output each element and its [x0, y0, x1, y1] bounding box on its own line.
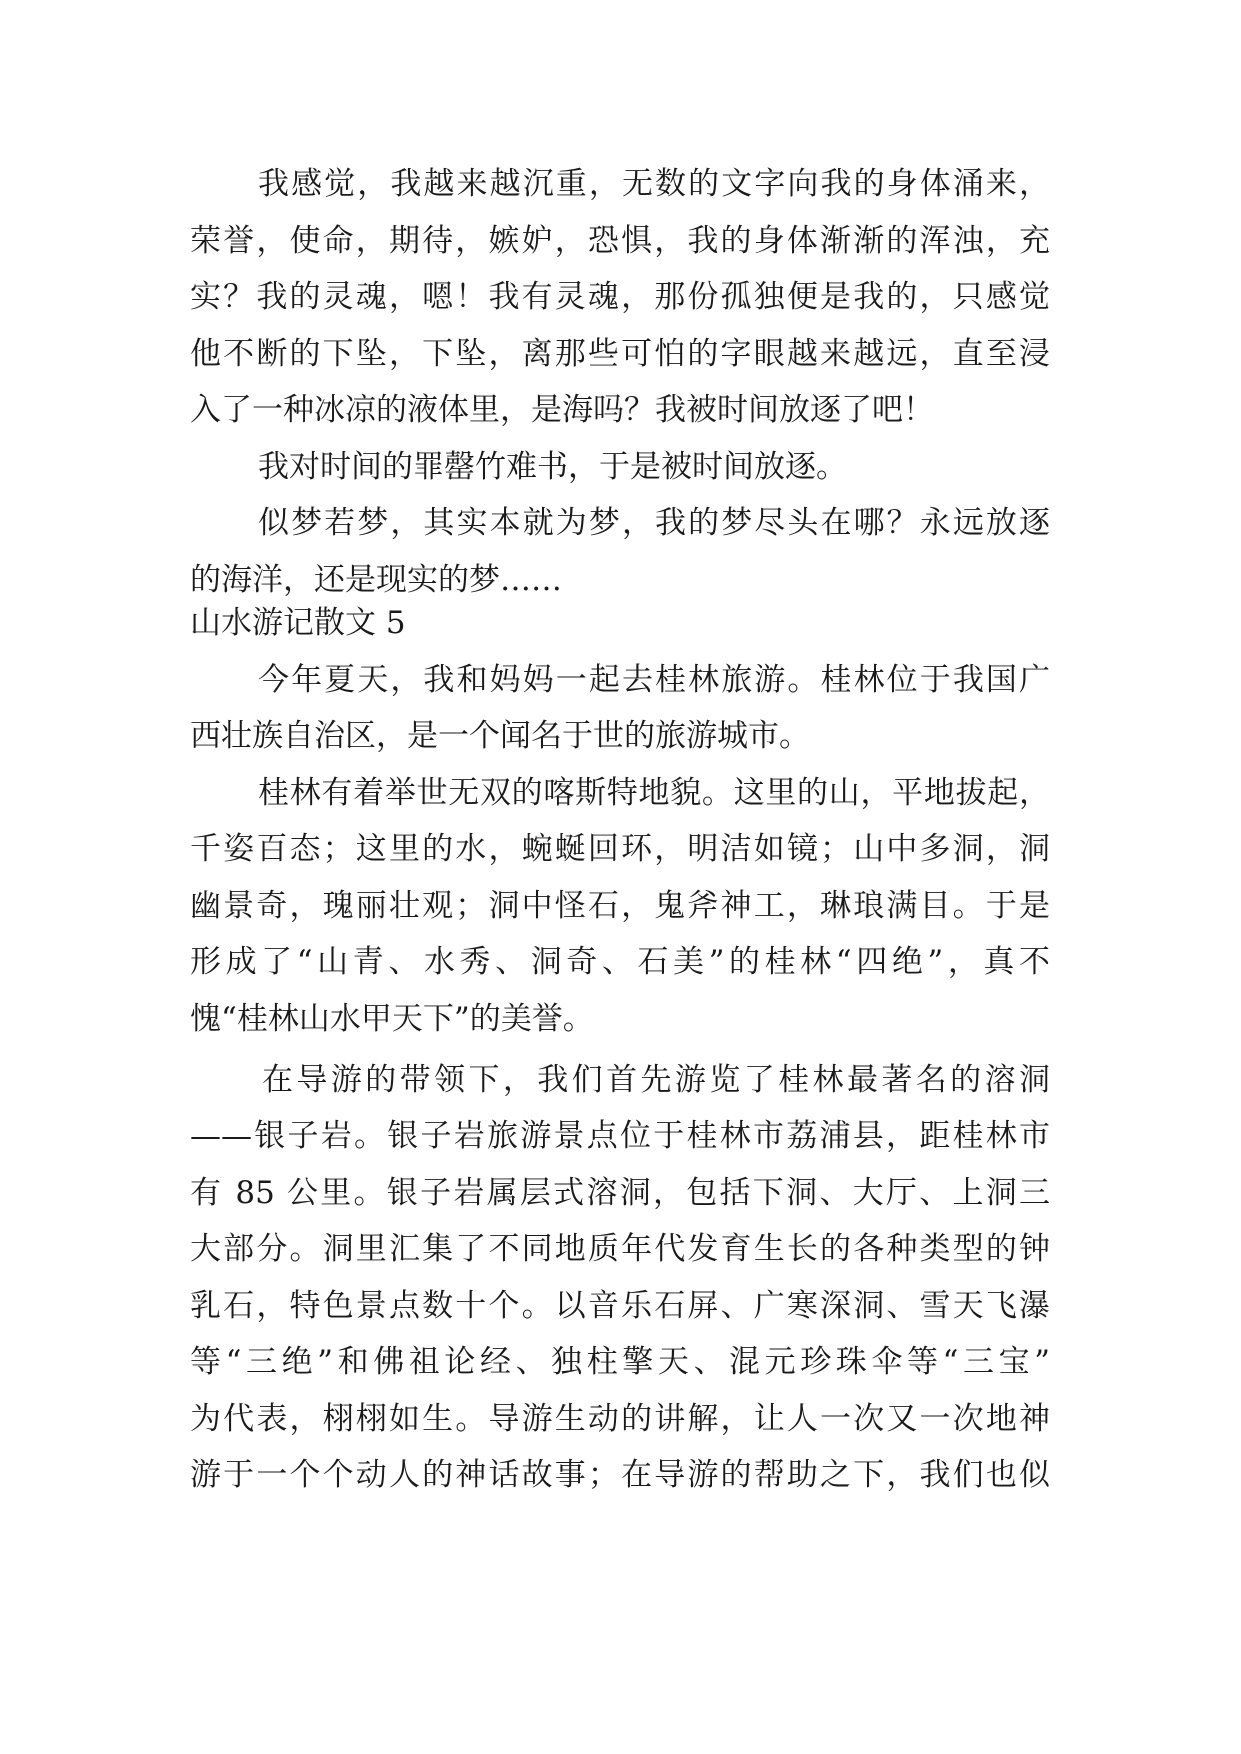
paragraph-5-line-5: 愧“桂林山水甲天下”的美誉。 [190, 1001, 594, 1037]
paragraph-6-line-5: 乳石，特色景点数十个。以音乐石屏、广寒深洞、雪天飞瀑 [190, 1288, 1050, 1324]
paragraph-1-line-2: 荣誉，使命，期待，嫉妒，恐惧，我的身体渐渐的浑浊，充 [190, 223, 1050, 259]
paragraph-2-line-1: 我对时间的罪罄竹难书，于是被时间放逐。 [258, 449, 847, 485]
paragraph-6-line-2: ——银子岩。银子岩旅游景点位于桂林市荔浦县，距桂林市 [190, 1118, 1050, 1154]
paragraph-6-line-6: 等“三绝”和佛祖论经、独柱擎天、混元珍珠伞等“三宝” [190, 1344, 1050, 1380]
section-heading: 山水游记散文 5 [190, 605, 406, 641]
paragraph-5-line-1: 桂林有着举世无双的喀斯特地貌。这里的山，平地拔起， [258, 775, 1050, 811]
paragraph-1-line-4: 他不断的下坠，下坠，离那些可怕的字眼越来越远，直至浸 [190, 336, 1050, 372]
paragraph-1-line-5: 入了一种冰凉的液体里，是海吗？我被时间放逐了吧！ [190, 392, 934, 428]
paragraph-6-line-1: 在导游的带领下，我们首先游览了桂林最著名的溶洞 [262, 1062, 1050, 1098]
paragraph-4-line-1: 今年夏天，我和妈妈一起去桂林旅游。桂林位于我国广 [258, 662, 1050, 698]
paragraph-3-line-2: 的海洋，还是现实的梦…… [190, 562, 562, 598]
paragraph-6-line-7: 为代表，栩栩如生。导游生动的讲解，让人一次又一次地神 [190, 1401, 1050, 1437]
paragraph-6-line-8: 游于一个个动人的神话故事；在导游的帮助之下，我们也似 [190, 1457, 1050, 1493]
paragraph-5-line-3: 幽景奇，瑰丽壮观；洞中怪石，鬼斧神工，琳琅满目。于是 [190, 888, 1050, 924]
paragraph-1-line-3: 实？我的灵魂，嗯！我有灵魂，那份孤独便是我的，只感觉 [190, 279, 1050, 315]
paragraph-1-line-1: 我感觉，我越来越沉重，无数的文字向我的身体涌来， [258, 166, 1050, 202]
paragraph-5-line-2: 千姿百态；这里的水，蜿蜒回环，明洁如镜；山中多洞，洞 [190, 831, 1050, 867]
paragraph-6-line-3: 有 85 公里。银子岩属层式溶洞，包括下洞、大厅、上洞三 [190, 1175, 1050, 1211]
paragraph-6-line-4: 大部分。洞里汇集了不同地质年代发育生长的各种类型的钟 [190, 1231, 1050, 1267]
paragraph-4-line-2: 西壮族自治区，是一个闻名于世的旅游城市。 [190, 718, 810, 754]
paragraph-5-line-4: 形成了“山青、水秀、洞奇、石美”的桂林“四绝”，真不 [190, 944, 1050, 980]
paragraph-3-line-1: 似梦若梦，其实本就为梦，我的梦尽头在哪？永远放逐 [258, 505, 1050, 541]
